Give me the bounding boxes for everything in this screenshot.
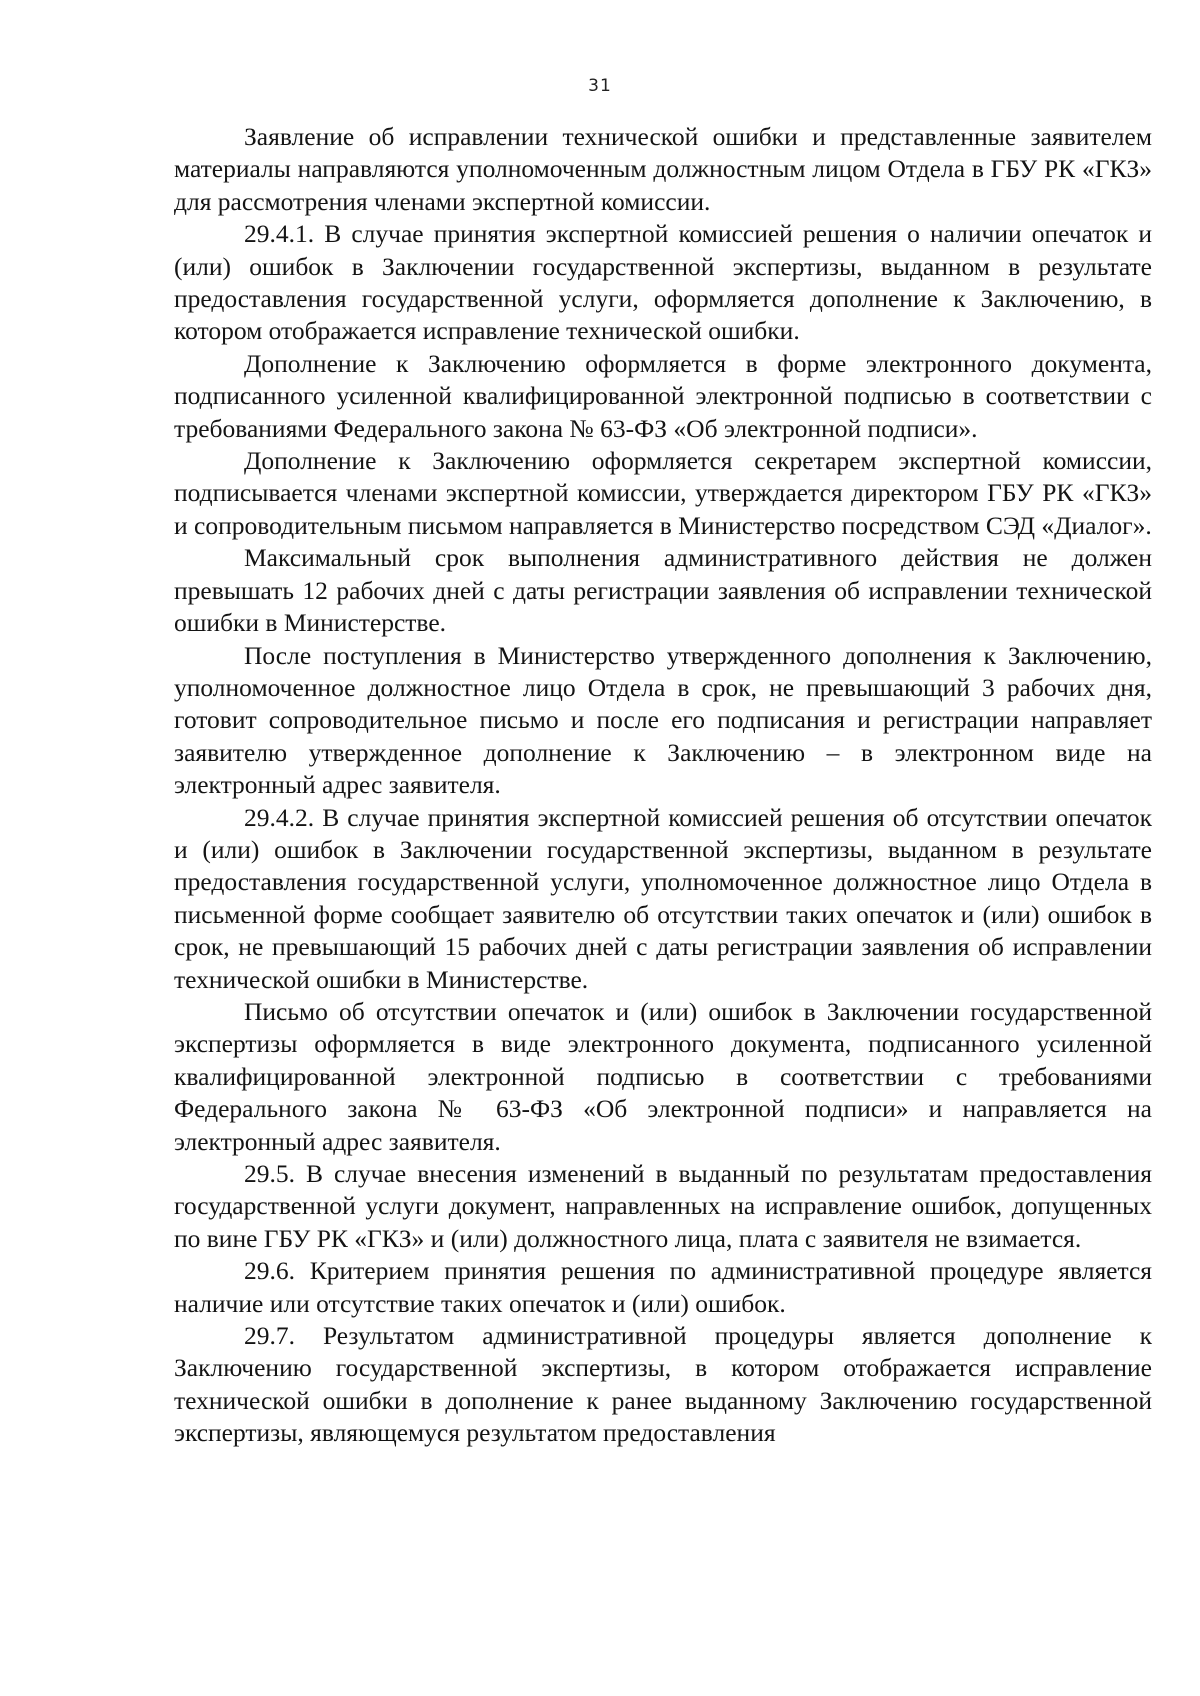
paragraph: 29.6. Критерием принятия решения по административной процедуре является наличие или отсутствие таких опечаток и (или) ошибок. xyxy=(174,1256,1152,1318)
paragraph: 29.5. В случае внесения изменений в выданный по результатам предоставления государственной услуги документ, направленных на исправление ошибок, допущенных по вине ГБУ РК «ГКЗ» и (или) должностного лица, плата с заявителя не взимается. xyxy=(174,1159,1152,1253)
paragraph: После поступления в Министерство утвержденного дополнения к Заключению, уполномоченное должностное лицо Отдела в срок, не превышающий 3 рабочих дня, готовит сопроводительное письмо и после его подписания и регистрации направляет заявителю утвержденное дополнение к Заключению – в электронном виде на электронный адрес заявителя. xyxy=(174,640,1152,800)
paragraph: 29.7. Результатом административной процедуры является дополнение к Заключению государственной экспертизы, в котором отображается исправление технической ошибки в дополнение к ранее выданному Заключению государственной экспертизы, являющемуся результатом предоставления xyxy=(174,1321,1152,1448)
paragraph: Письмо об отсутствии опечаток и (или) ошибок в Заключении государственной экспертизы оформляется в виде электронного документа, подписанного усиленной квалифицированной электронной подписью в соответствии с требованиями Федерального закона № 63-ФЗ «Об электронной подписи» и направляется на электронный адрес заявителя. xyxy=(174,996,1152,1156)
paragraph: 29.4.1. В случае принятия экспертной комиссией решения о наличии опечаток и (или) ошибок в Заключении государственной экспертизы, выданном в результате предоставления государственной услуги, оформляется дополнение к Заключению, в котором отображается исправление технической ошибки. xyxy=(174,219,1152,346)
paragraph: Максимальный срок выполнения административного действия не должен превышать 12 рабочих дней с даты регистрации заявления об исправлении технической ошибки в Министерстве. xyxy=(174,543,1152,638)
page-number: 31 xyxy=(588,76,612,96)
paragraph: Заявление об исправлении технической ошибки и представленные заявителем материалы направляются уполномоченным должностным лицом Отдела в ГБУ РК «ГКЗ» для рассмотрения членами экспертной комиссии. xyxy=(174,122,1152,216)
document-body xyxy=(174,121,1152,1450)
paragraph: 29.4.2. В случае принятия экспертной комиссией решения об отсутствии опечаток и (или) ошибок в Заключении государственной экспертизы, выданном в результате предоставления государственной услуги, уполномоченное должностное лицо Отдела в письменной форме сообщает заявителю об отсутствии таких опечаток и (или) ошибок в срок, не превышающий 15 рабочих дней с даты регистрации заявления об исправлении технической ошибки в Министерстве. xyxy=(174,802,1152,994)
paragraph: Дополнение к Заключению оформляется секретарем экспертной комиссии, подписывается членами экспертной комиссии, утверждается директором ГБУ РК «ГКЗ» и сопроводительным письмом направляется в Министерство посредством СЭД «Диалог». xyxy=(174,446,1152,540)
paragraph: Дополнение к Заключению оформляется в форме электронного документа, подписанного усиленной квалифицированной электронной подписью в соответствии с требованиями Федерального закона № 63-ФЗ «Об электронной подписи». xyxy=(174,348,1152,443)
